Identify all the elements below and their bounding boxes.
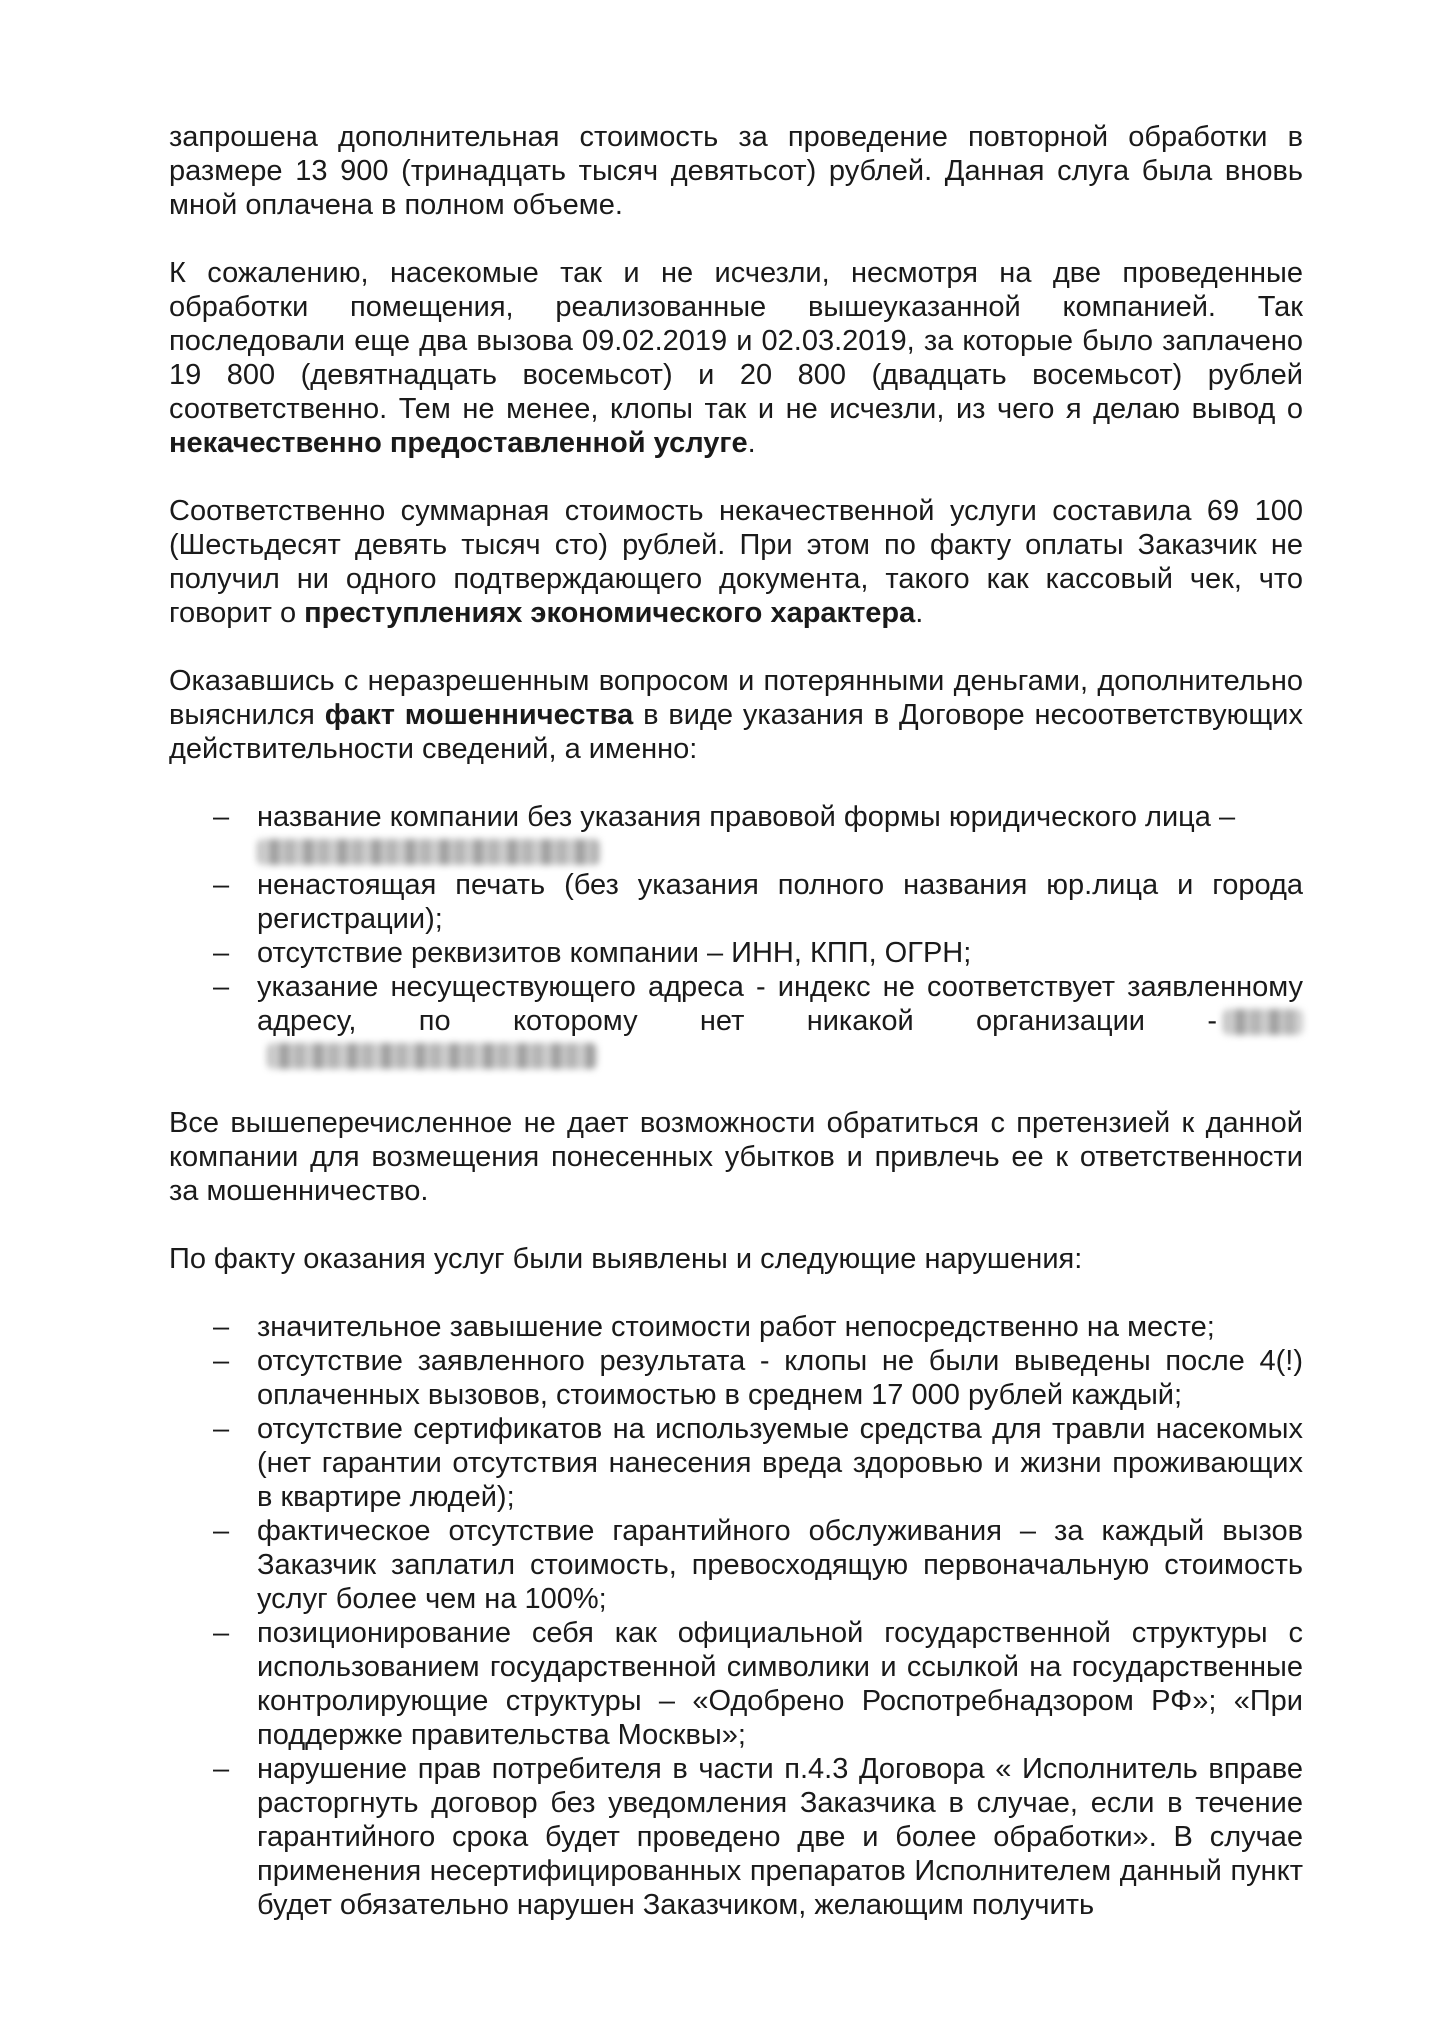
redacted-postal-index [1223,1009,1303,1035]
list-item-text: отсутствие заявленного результата - клопы не были выведены после 4(!) оплаченных вызовов, стоимостью в среднем 17 000 рублей каждый; [257,1345,1303,1411]
paragraph-fraud-fact [169,664,1303,766]
list-item [169,800,1303,868]
paragraph-no-claim-possible: Все вышеперечисленное не дает возможности обратиться с претензией к данной компании для возмещения понесенных убытков и привлечь ее к ответственности за мошенничество. [169,1107,1303,1207]
paragraph-repeat-treatment: запрошена дополнительная стоимость за проведение повторной обработки в размере 13 900 (тринадцать тысяч девятьсот) рублей. Данная слуга была вновь мной оплачена в полном объеме. [169,121,1303,221]
list-item-text: значительное завышение стоимости работ непосредственно на месте; [257,1311,1215,1343]
paragraph-text: К сожалению, насекомые так и не исчезли, несмотря на две проведенные обработки помещения, реализованные вышеуказанной компанией. Так последовали еще два вызова 09.02.2019 и 02.03.2019, за которые было заплачено 19 800 (девятнадцать восемьсот) и 20 800 (двадцать восемьсот) рублей соответственно. Тем не менее, клопы так и не исчезли, из чего я делаю вывод о [169,257,1303,425]
list-item-text: название компании без указания правовой формы юридического лица – [257,801,1236,833]
dash-bullet: – [213,1515,230,1547]
list-item [169,1514,1303,1616]
redacted-address [267,1043,597,1069]
false-info-list [169,800,1303,1072]
paragraph-text: Соответственно суммарная стоимость некачественной услуги составила 69 100 (Шестьдесят девять тысяч сто) рублей. При этом по факту оплаты Заказчик не получил ни одного подтверждающего документа, такого как кассовый чек, что говорит о [169,495,1303,629]
bold-phrase-poor-service: некачественно предоставленной услуге [169,427,748,459]
dash-bullet: – [213,971,230,1003]
dash-bullet: – [213,1753,230,1785]
bold-phrase-fraud: факт мошенничества [324,699,634,731]
list-item [169,1412,1303,1514]
paragraph-total-cost [169,494,1303,630]
paragraph-text: Оказавшись с неразрешенным вопросом и потерянными деньгами, дополнительно выяснился [169,665,1303,731]
dash-bullet: – [213,937,230,969]
list-item-text: указание несуществующего адреса - индекс не соответствует заявленному адресу, по которому нет никакой организации - [257,971,1303,1037]
paragraph-further-calls [169,256,1303,460]
document-page [169,120,1303,1956]
paragraph-end: в виде указания в Договоре несоответствующих действительности сведений, а именно: [169,699,1303,765]
list-item-text: позиционирование себя как официальной государственной структуры с использованием государственной символики и ссылкой на государственные контролирующие структуры – «Одобрено Роспотребнадзором РФ»; «При поддержке правительства Москвы»; [257,1617,1303,1751]
dash-bullet: – [213,869,230,901]
dash-bullet: – [213,1617,230,1649]
list-item-text: фактическое отсутствие гарантийного обслуживания – за каждый вызов Заказчик заплатил стоимость, превосходящую первоначальную стоимость услуг более чем на 100%; [257,1515,1303,1615]
dash-bullet: – [213,1413,230,1445]
list-item [169,970,1303,1072]
list-item [169,1344,1303,1412]
bold-phrase-economic-crimes: преступлениях экономического характера [304,597,916,629]
list-item-text: отсутствие сертификатов на используемые средства для травли насекомых (нет гарантии отсутствия нанесения вреда здоровью и жизни проживающих в квартире людей); [257,1413,1303,1513]
list-item [169,1752,1303,1922]
paragraph-end: . [747,427,756,459]
list-item-text: нарушение прав потребителя в части п.4.3 Договора « Исполнитель вправе расторгнуть договор без уведомления Заказчика в случае, если в течение гарантийного срока будет проведено две и более обработки». В случае применения несертифицированных препаратов Исполнителем данный пункт будет обязательно нарушен Заказчиком, желающим получить [257,1753,1303,1921]
list-item [169,868,1303,936]
violations-list [169,1310,1303,1922]
list-item [169,1310,1303,1344]
dash-bullet: – [213,1345,230,1377]
redacted-company-name [257,839,600,865]
list-item-text: ненастоящая печать (без указания полного названия юр.лица и города регистрации); [257,869,1303,935]
list-item-text: отсутствие реквизитов компании – ИНН, КПП, ОГРН; [257,937,972,969]
paragraph-violations-intro: По факту оказания услуг были выявлены и следующие нарушения: [169,1243,1083,1275]
list-item [169,1616,1303,1752]
dash-bullet: – [213,801,230,833]
paragraph-end: . [915,597,924,629]
list-item [169,936,1303,970]
dash-bullet: – [213,1311,230,1343]
